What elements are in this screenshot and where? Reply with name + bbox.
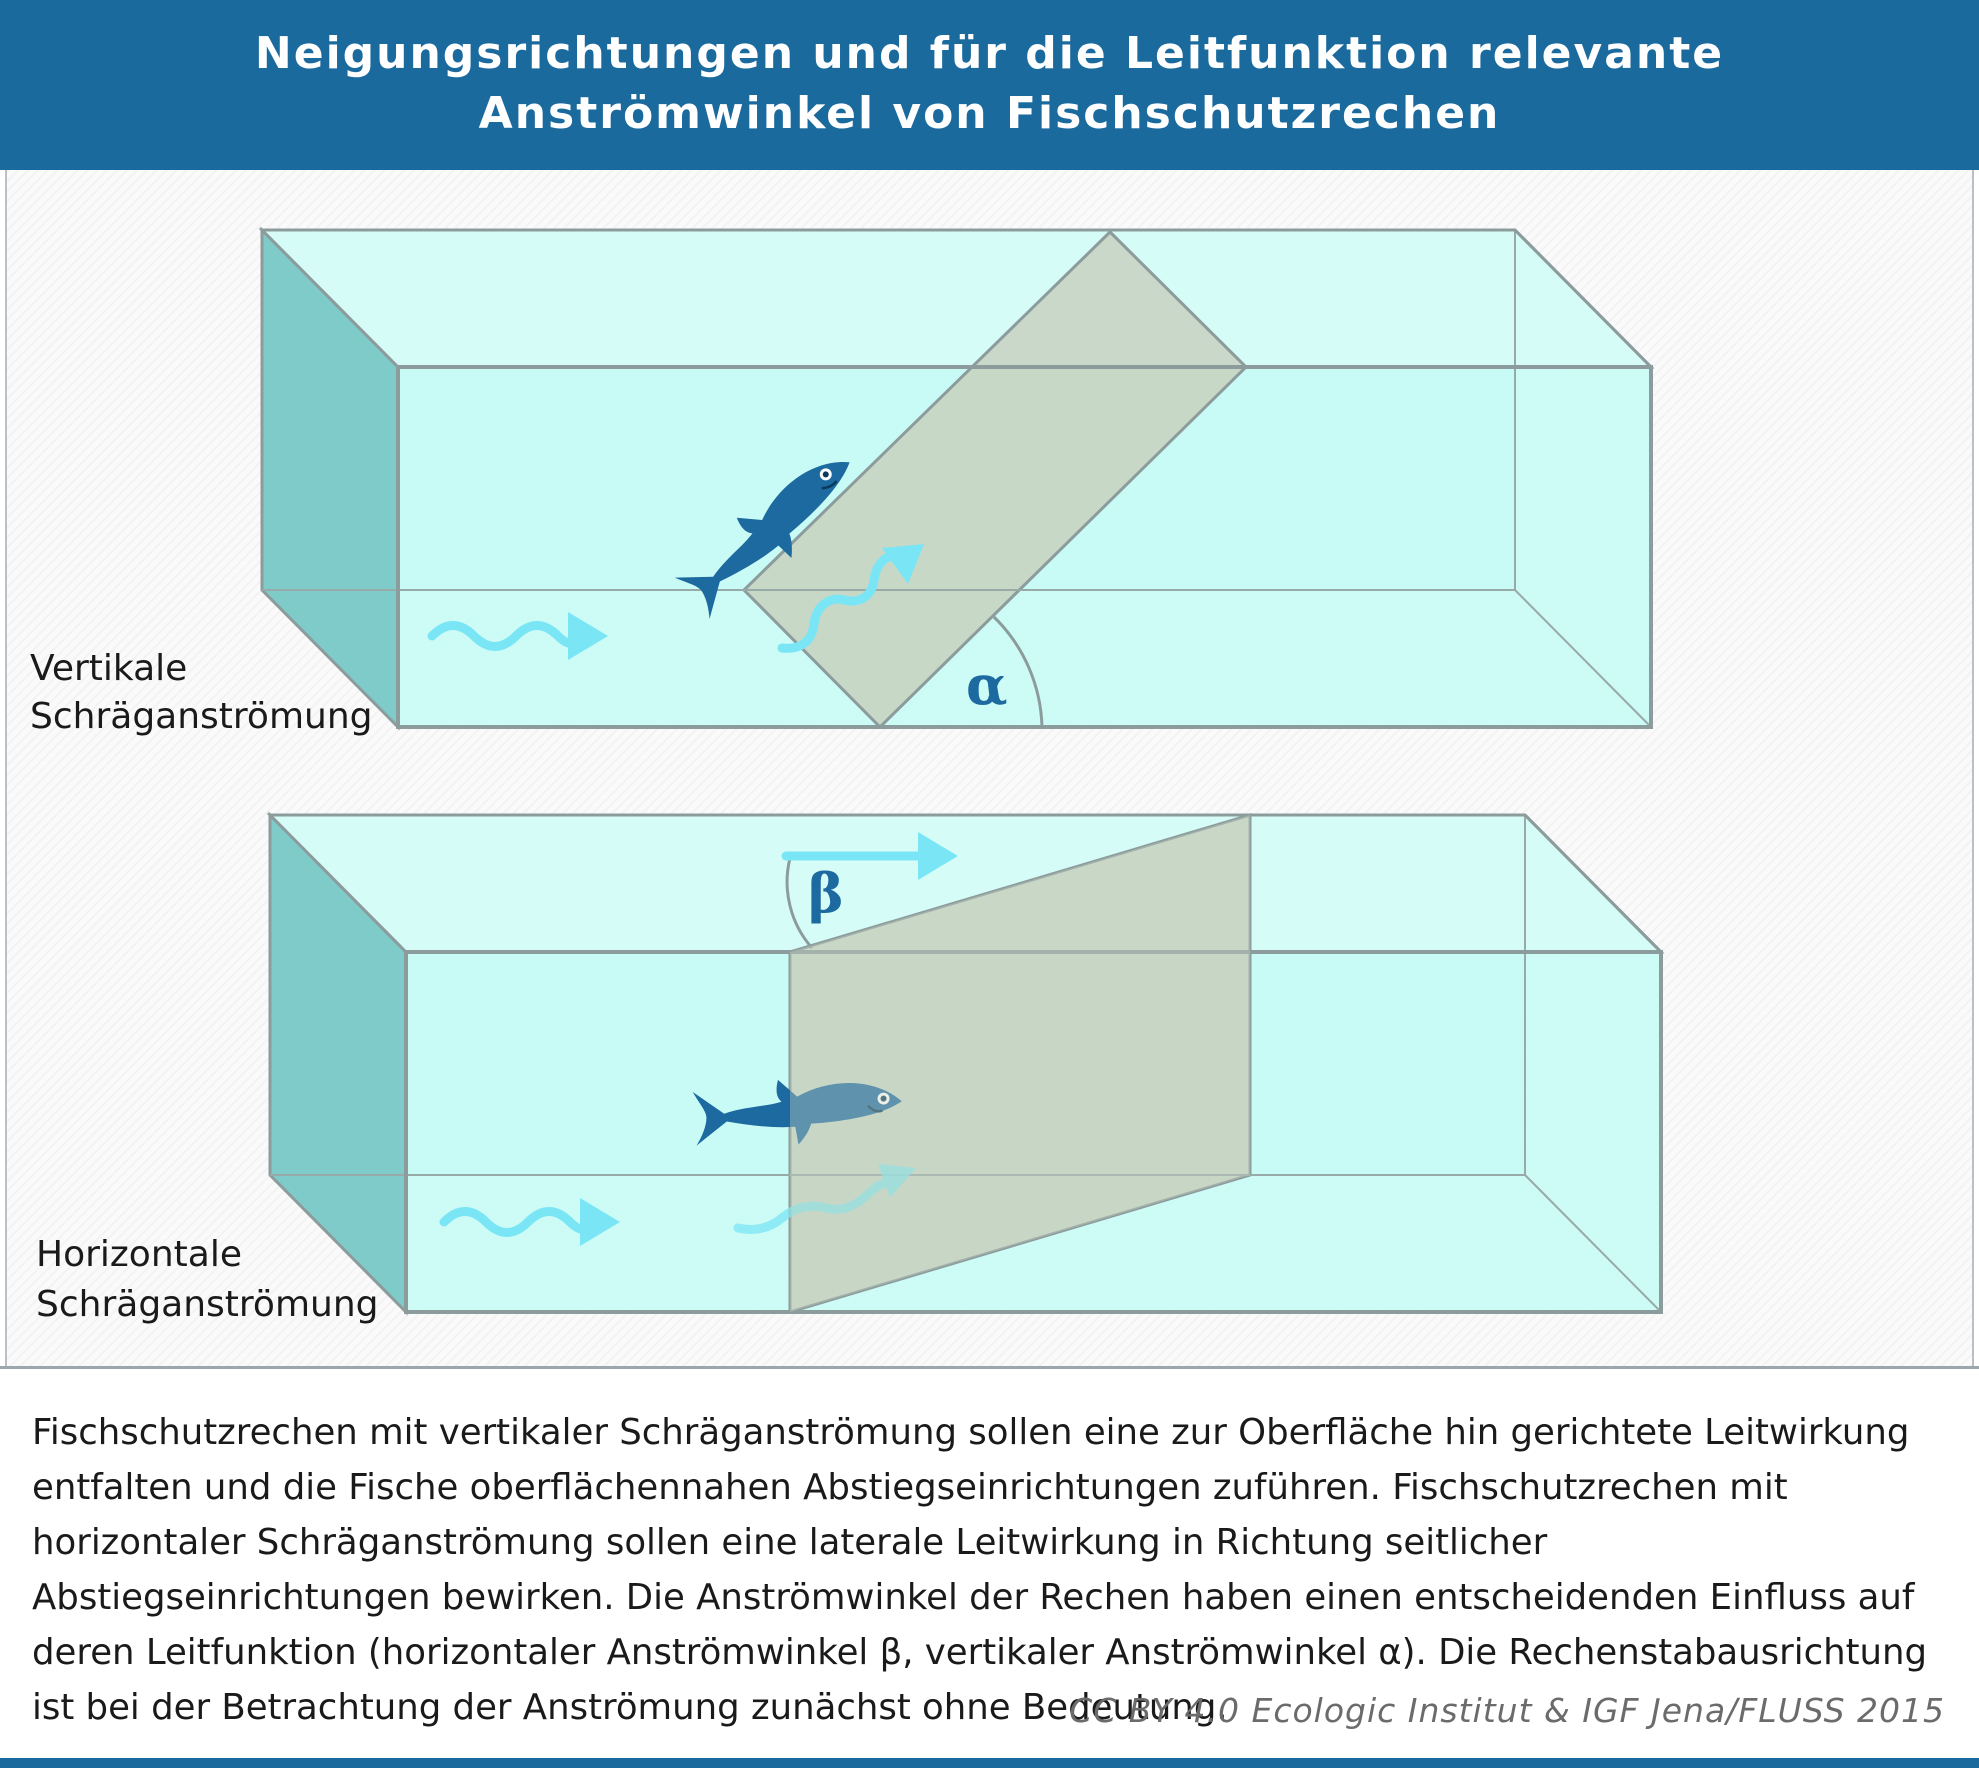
top-channel-top-face [262,230,1651,367]
bottom-label-line-1: Horizontale [36,1234,242,1275]
top-channel [262,230,1651,727]
angle-alpha-symbol: α [966,653,1008,717]
top-label-line-2: Schräganströmung [30,696,373,737]
caption-panel [0,1366,1979,1758]
title-line-1: Neigungsrichtungen und für die Leitfunktion relevante [254,28,1725,79]
footer-bar [0,1758,1979,1768]
title-line-2: Anströmwinkel von Fischschutzrechen [478,88,1501,139]
top-label-line-1: Vertikale [30,648,188,689]
caption-text: Fischschutzrechen mit vertikaler Schräganströmung sollen eine zur Oberfläche hin gerichtete Leitwirkung entfalten und die Fische oberflächennahen Abstiegseinrichtungen zuführen. Fischschutzrechen mit horizontaler Schräganströmung sollen eine laterale Leitwirkung in Richtung seitlicher Abstiegseinrichtungen bewirken. Die Anströmwinkel der Rechen haben einen entscheidenden Einfluss auf deren Leitfunktion (horizontaler Anströmwinkel β, vertikaler Anströmwinkel α). Die Rechenstabausrichtung ist bei der Betrachtung der Anströmung zunächst ohne Bedeutung. [32,1412,1928,1728]
credit-line: CC BY 4.0 Ecologic Institut & IGF Jena/FLUSS 2015 [1069,1691,1945,1730]
angle-beta-symbol: β [808,861,844,925]
bottom-label-line-2: Schräganströmung [36,1284,379,1325]
